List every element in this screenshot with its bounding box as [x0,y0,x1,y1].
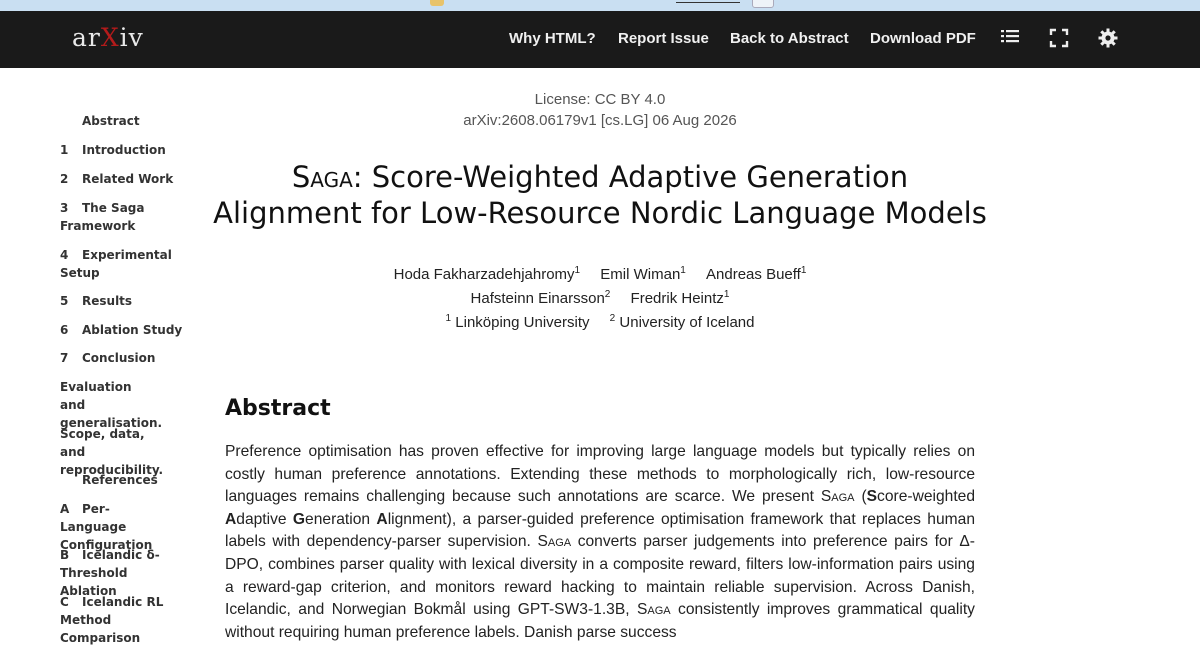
top-navbar [0,11,1200,68]
toc-label: Conclusion [82,351,156,365]
author-name: Hoda Fakharzadehjahromy [393,266,575,283]
toc-item-appendix-c[interactable] [60,593,185,647]
abstract-saga: Saga [636,601,671,619]
toc-item-appendix-b[interactable] [60,546,175,600]
fullscreen-icon[interactable] [1047,26,1071,50]
toc-item-related-work[interactable] [60,170,190,188]
toc-number: 7 [60,351,69,365]
acronym-letter: A [376,510,388,528]
toc-label: References [82,473,158,487]
abstract-text [225,441,975,644]
author-affiliation-mark: 1 [680,265,686,276]
arxiv-identifier: arXiv:2608.06179v1 [cs.LG] 06 Aug 2026 [463,112,737,129]
toc-label: Scope, data, and reproducibility. [60,427,164,477]
toc-number: 2 [60,172,69,186]
banner-dismiss-button[interactable] [752,0,774,8]
toc-number: 6 [60,323,69,337]
toc-label: Related Work [82,172,174,186]
affiliations-row [0,313,1200,331]
toc-label: Introduction [82,143,166,157]
title-saga: Saga [291,160,353,194]
toc-item-saga-framework[interactable] [60,199,160,235]
logo-text-left: ar [72,23,101,52]
toc-label: Abstract [82,114,140,128]
logo-text-x: X [100,23,120,52]
toc-number: C [60,595,69,609]
abstract-saga: Saga [820,488,855,506]
abstract-heading: Abstract [225,396,331,421]
report-issue-button[interactable]: Report Issue [618,30,709,47]
author-affiliation-mark: 1 [574,265,581,276]
author-affiliation-mark: 1 [800,265,807,276]
toc-number: 1 [60,143,69,157]
author-name: Emil Wiman [600,266,681,283]
acronym-letter: A [225,510,237,528]
settings-icon[interactable] [1096,26,1120,50]
toc-number: B [60,548,70,562]
banner-link[interactable] [676,0,740,3]
toc-label: Per-Language Configuration [60,502,153,552]
abstract-saga: Saga [537,533,572,551]
abstract-segment: lignment), a parser-guided preference optimisation framework that replaces human labels with dependency-parser supervision. [225,510,975,551]
author-affiliation-mark: 2 [604,289,611,300]
arxiv-logo[interactable] [72,23,144,52]
abstract-segment: ( [854,488,867,506]
toc-label: The Saga Framework [60,201,145,233]
acronym-letter: S [866,488,878,506]
toc-number: 4 [60,248,69,262]
affiliation-name: University of Iceland [619,314,755,331]
abstract-segment: converts parser judgements into preference pairs for Δ-DPO, combines parser quality with lexical diversity in a composite reward, filters low-information pairs using a reward-gap criterion, and monitors reward hacking to maintain reliable supervision. Across Danish, Icelandic, and Norwegian Bokmål using GPT-SW3-1.3B, [225,533,975,619]
affiliation-mark: 1 [445,313,452,324]
author-name: Hafsteinn Einarsson [470,290,605,307]
back-to-abstract-button[interactable]: Back to Abstract [730,30,849,47]
banner-emoji-icon [430,0,444,6]
authors-row-1 [0,265,1200,283]
author-affiliation-mark: 1 [723,289,730,300]
why-html-button[interactable]: Why HTML? [509,30,596,47]
toc-label: Icelandic RL Method Comparison [60,595,164,645]
title-line-1: : Score-Weighted Adaptive Generation [352,160,909,194]
affiliation-mark: 2 [609,313,616,324]
toc-item-references[interactable] [82,471,190,489]
abstract-segment: daptive [236,510,293,528]
toc-label: Experimental Setup [60,248,172,280]
toc-item-evaluation[interactable] [60,378,163,432]
affiliation-name: Linköping University [455,314,590,331]
abstract-segment: Preference optimisation has proven effective for improving large language models but typically relies on costly human preference annotations. Extending these methods to morphologically rich, low-resource languages remains challenging because such annotations are scarce. We present [225,443,975,506]
toc-item-introduction[interactable] [60,141,190,159]
title-line-2: Alignment for Low-Resource Nordic Language Models [213,196,987,230]
abstract-segment: eneration [305,510,377,528]
toc-number: 3 [60,201,69,215]
toc-label: Icelandic δ-Threshold Ablation [60,548,160,598]
toc-number: 5 [60,294,69,308]
notice-banner [0,0,1200,11]
toc-label: Ablation Study [82,323,183,337]
abstract-segment: consistently improves grammatical quality without requiring human preference labels. Danish parse success [225,601,975,641]
toc-item-conclusion[interactable] [60,349,190,367]
abstract-segment: core-weighted [877,488,975,506]
toc-label: Results [82,294,133,308]
list-icon[interactable] [998,26,1022,50]
download-pdf-button[interactable]: Download PDF [870,30,976,47]
author-name: Fredrik Heintz [630,290,724,307]
toc-number: A [60,502,70,516]
author-name: Andreas Bueff [706,266,801,283]
toc-label: Evaluation and generalisation. [60,380,163,430]
authors-row-2 [0,289,1200,307]
paper-title [200,159,1000,231]
logo-text-right: iv [119,23,144,52]
license-label[interactable]: License: CC BY 4.0 [534,91,666,108]
acronym-letter: G [292,510,306,528]
